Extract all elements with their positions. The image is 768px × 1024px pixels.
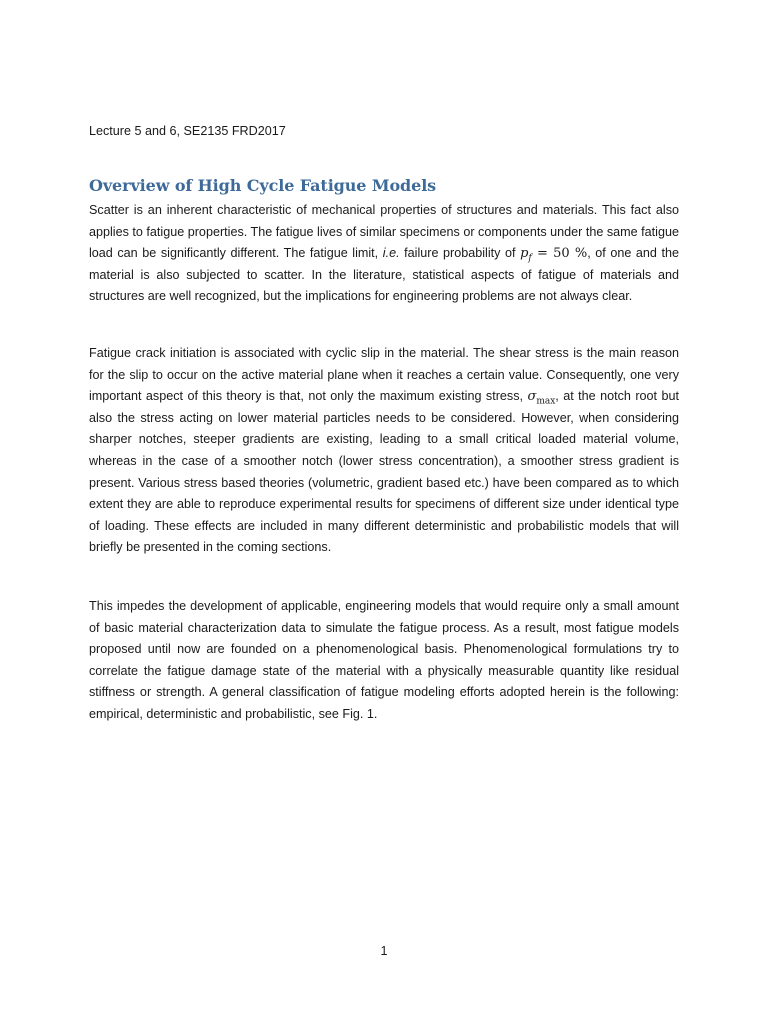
ie-abbreviation: i.e. [382, 246, 400, 261]
paragraph-crack-initiation [89, 343, 679, 559]
formula-variable-p: p [520, 246, 529, 262]
formula-value: = 50 % [531, 246, 588, 262]
lecture-header: Lecture 5 and 6, SE2135 FRD2017 [89, 124, 286, 138]
formula-subscript-f: f [528, 253, 532, 264]
paragraph-models: This impedes the development of applicable, engineering models that would require only a small amount of basic material characterization data to simulate the fatigue process. As a result, most fatigue models proposed until now are founded on a phenomenological basis. Phenomenological formulations try to correlate the fatigue damage state of the material with a physically measurable quantity like residual stiffness or strength. A general classification of fatigue modeling efforts adopted herein is the following: empirical, deterministic and probabilistic, see Fig. 1. [89, 599, 679, 721]
failure-probability-formula [520, 246, 588, 264]
section-heading: Overview of High Cycle Fatigue Models [89, 176, 437, 195]
sigma-variable: σ [527, 389, 537, 405]
sigma-subscript-max: max [536, 396, 556, 407]
page-number: 1 [380, 944, 388, 958]
p1-text-c: , of one and the material is also subjected to scatter. In the literature, statistical aspects of fatigue of materials and structures are well recognized, but the implications for engineering problems are not always clear. [89, 246, 680, 304]
p2-text-a: Fatigue crack initiation is associated with cyclic slip in the material. The shear stress is the main reason for the slip to occur on the active material plane when it reaches a certain value. Consequently, one very important aspect of this theory is that, not only the maximum existing stress, [89, 346, 679, 404]
sigma-max-symbol [527, 389, 556, 407]
p1-text-b: failure probability of [399, 246, 521, 261]
paragraph-scatter [89, 200, 679, 308]
p2-text-b: , at the notch root but also the stress acting on lower material particles needs to be considered. However, when considering sharper notches, steeper gradients are existing, leading to a small critical loaded material volume, whereas in the case of a smoother notch (lower stress concentration), a smoother stress gradient is present. Various stress based theories (volumetric, gradient based etc.) have been compared as to which extent they are able to reproduce experimental results for specimens of different size under identical type of loading. These effects are included in many different deterministic and probabilistic models that will briefly be presented in the coming sections. [89, 389, 679, 555]
p1-text-a: Scatter is an inherent characteristic of mechanical properties of structures and materials. This fact also applies to fatigue properties. The fatigue lives of similar specimens or components under the same fatigue load can be significantly different. The fatigue limit, [89, 203, 679, 261]
